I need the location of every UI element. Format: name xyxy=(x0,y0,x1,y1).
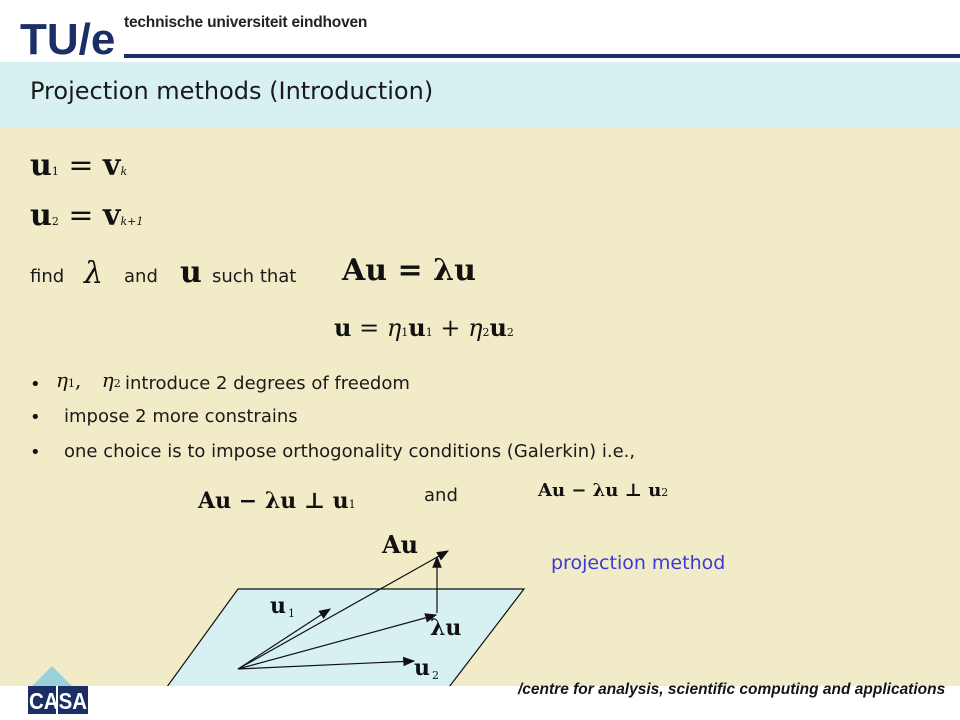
find-word: find xyxy=(30,266,65,287)
casa-logo xyxy=(18,660,98,718)
label-u2: u xyxy=(414,655,430,681)
projection-diagram xyxy=(150,525,540,695)
linear-combination-equation: u = η1u1 + η2u2 xyxy=(334,313,514,342)
footer-tagline: /centre for analysis, scientific computing and applications xyxy=(518,681,946,698)
orthogonality-condition-1: Au − λu ⊥ u1 xyxy=(198,488,356,514)
equation-u1: u1 = vk xyxy=(30,148,128,183)
bullet-dot-2: • xyxy=(30,407,41,428)
label-lambda-u: λu xyxy=(430,615,462,641)
bullet-text-3: one choice is to impose orthogonality conditions (Galerkin) i.e., xyxy=(64,441,636,462)
casa-logo-text: CASA xyxy=(29,688,87,714)
bullet-dot-1: • xyxy=(30,374,41,395)
u-symbol: u xyxy=(180,255,202,290)
tue-logo-text: TU/e xyxy=(20,15,116,62)
lambda-symbol: λ xyxy=(84,256,104,291)
label-u1: u xyxy=(270,593,286,619)
label-Au: Au xyxy=(382,530,419,559)
label-u1-sub: 1 xyxy=(288,607,295,620)
projection-method-label: projection method xyxy=(551,552,726,574)
eta-symbols: η1, η2 xyxy=(56,368,121,392)
bullet-text-1: introduce 2 degrees of freedom xyxy=(125,373,410,394)
galerkin-and: and xyxy=(424,485,458,506)
tue-logo xyxy=(18,10,118,62)
bullet-text-2: impose 2 more constrains xyxy=(64,406,298,427)
eigen-equation: Au = λu xyxy=(342,253,476,288)
and-word: and xyxy=(124,266,158,287)
bullet-dot-3: • xyxy=(30,442,41,463)
slide-title: Projection methods (Introduction) xyxy=(30,77,434,105)
university-name: technische universiteit eindhoven xyxy=(124,14,368,31)
such-that-text: such that xyxy=(212,266,297,287)
orthogonality-condition-2: Au − λu ⊥ u2 xyxy=(538,480,669,501)
equation-u2: u2 = vk+1 xyxy=(30,198,144,233)
label-u2-sub: 2 xyxy=(432,669,439,682)
casa-roof xyxy=(32,666,72,686)
header-divider xyxy=(124,54,960,58)
